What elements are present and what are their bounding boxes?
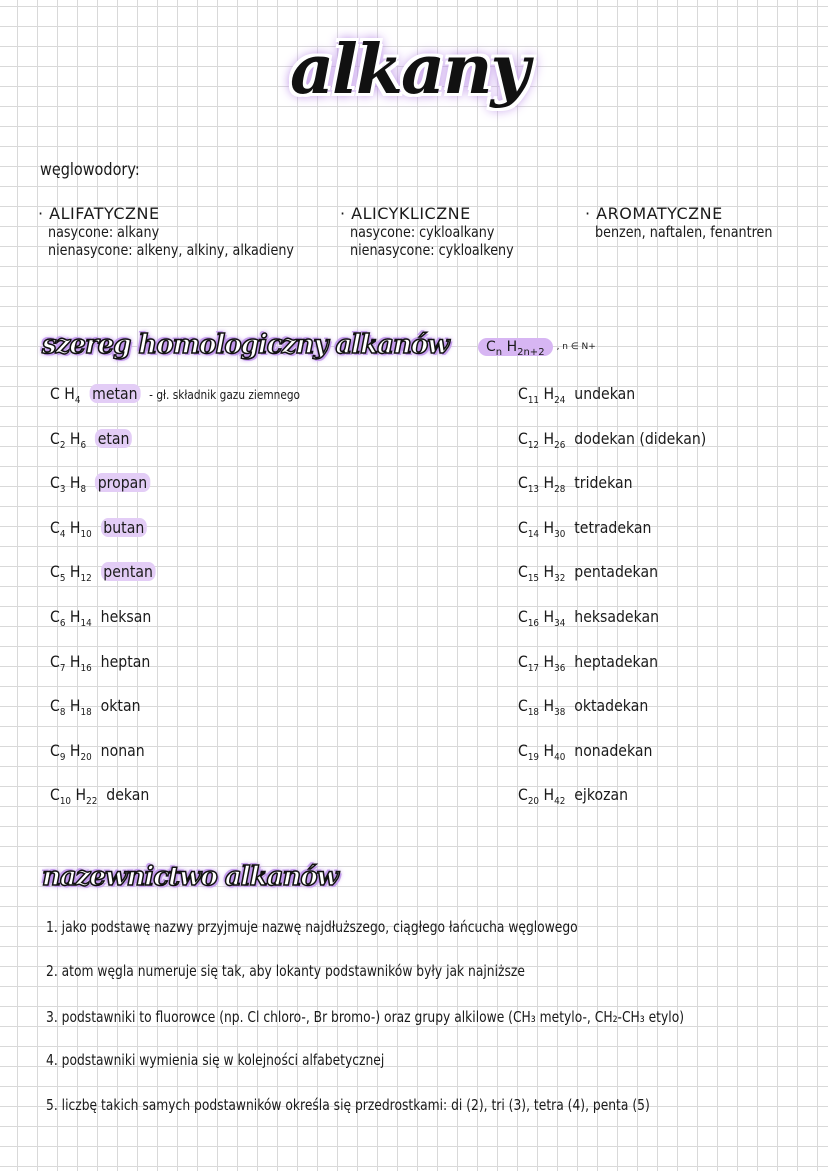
- alkane-row: [50, 562, 156, 585]
- column-line: nasycone: cykloalkany: [350, 223, 495, 241]
- formula: $C_{10}$ $H_{22}$: [50, 785, 98, 808]
- column-line: nienasycone: alkeny, alkiny, alkadieny: [48, 241, 294, 259]
- alkane-row: [50, 473, 150, 496]
- alkane-name: tridekan: [574, 473, 633, 493]
- alkane-name: propan: [95, 473, 150, 492]
- naming-rule: 1. jako podstawę nazwy przyjmuje nazwę najdłuższego, ciągłego łańcucha węglowego: [46, 918, 578, 936]
- alkane-name: heksan: [100, 607, 152, 626]
- formula: $C_8$ $H_{18}$: [50, 696, 92, 719]
- formula: $C_{20}$ $H_{42}$: [518, 785, 566, 808]
- alkane-row: [50, 607, 152, 630]
- alkane-name: tetradekan: [574, 517, 652, 537]
- alkane-name: pentan: [101, 562, 156, 581]
- column-heading: · ALIFATYCZNE: [38, 204, 160, 223]
- alkane-name: heptadekan: [574, 651, 659, 671]
- alkane-row: [50, 785, 150, 808]
- alkane-name: dodekan (didekan): [574, 428, 707, 448]
- general-formula-group: [478, 338, 596, 356]
- alkane-name: heptan: [100, 651, 151, 671]
- formula: $C_3$ $H_8$: [50, 473, 87, 496]
- alkane-row: [518, 652, 658, 672]
- alkane-row: [518, 518, 651, 538]
- alkane-name: nonan: [100, 740, 145, 760]
- alkane-row: [518, 562, 659, 585]
- formula: $C_2$ $H_6$: [50, 428, 87, 451]
- alkane-row: [518, 473, 633, 496]
- alkane-row: [518, 429, 706, 449]
- formula: $C_6$ $H_{14}$: [50, 607, 92, 630]
- alkane-row: [518, 785, 629, 808]
- alkane-row: [518, 384, 636, 407]
- alkane-row: [518, 696, 649, 719]
- alkane-name: metan: [89, 384, 140, 403]
- column-heading: · ALICYKLICZNE: [340, 204, 471, 223]
- column-line: nienasycone: cykloalkeny: [350, 241, 514, 259]
- alkane-row: [50, 384, 300, 405]
- naming-rule: 5. liczbę takich samych podstawników określa się przedrostkami: di (2), tri (3), tetra (4), penta (5): [46, 1096, 650, 1114]
- alkane-name: heksadekan: [574, 607, 660, 626]
- alkane-row: [50, 741, 145, 761]
- naming-rule: 3. podstawniki to fluorowce (np. Cl chloro-, Br bromo-) oraz grupy alkilowe (CH₃ metylo-, CH₂-CH₃ etylo): [46, 1008, 685, 1026]
- alkane-row: [518, 607, 660, 630]
- formula: $C_{16}$ $H_{34}$: [518, 607, 566, 630]
- formula: C $H_4$: [50, 384, 81, 407]
- alkane-name: nonadekan: [574, 740, 653, 760]
- alkane-row: [50, 429, 132, 449]
- formula: $C_{15}$ $H_{32}$: [518, 562, 566, 585]
- column-line: benzen, naftalen, fenantren: [595, 223, 773, 241]
- formula: $C_{11}$ $H_{24}$: [518, 384, 566, 407]
- formula: $C_{13}$ $H_{28}$: [518, 473, 566, 496]
- alkane-name: ejkozan: [574, 785, 629, 805]
- formula: $C_9$ $H_{20}$: [50, 740, 92, 763]
- naming-rule: 2. atom węgla numeruje się tak, aby lokanty podstawników były jak najniższe: [46, 962, 525, 980]
- column-line: nasycone: alkany: [48, 223, 160, 241]
- page-title: alkany: [290, 30, 529, 110]
- alkane-name: etan: [95, 429, 132, 448]
- alkane-name: pentadekan: [574, 562, 659, 582]
- alkane-row: [50, 518, 147, 538]
- alkane-name: oktan: [100, 696, 141, 716]
- formula: $C_{12}$ $H_{26}$: [518, 428, 566, 451]
- formula: $C_{17}$ $H_{36}$: [518, 651, 566, 674]
- series-heading: szereg homologiczny alkanów: [42, 330, 449, 360]
- formula: $C_5$ $H_{12}$: [50, 562, 92, 585]
- column-heading: · AROMATYCZNE: [585, 204, 723, 223]
- alkane-row: [518, 741, 652, 761]
- formula-condition: , n ∈ N+: [556, 342, 596, 352]
- intro-column-aromatic: [585, 204, 804, 241]
- alkane-row: [50, 696, 141, 719]
- naming-heading: nazewnictwo alkanów: [42, 862, 339, 892]
- naming-rule: 4. podstawniki wymienia się w kolejności alfabetycznej: [46, 1051, 385, 1069]
- alkane-name: oktadekan: [574, 696, 649, 716]
- alkane-name: butan: [101, 518, 147, 537]
- general-formula: $C_n$ $H_{2n+2}$: [478, 338, 553, 356]
- formula: $C_7$ $H_{16}$: [50, 651, 92, 674]
- formula: $C_{19}$ $H_{40}$: [518, 740, 566, 763]
- formula: $C_{18}$ $H_{38}$: [518, 696, 566, 719]
- intro-column-aliphatic: [38, 204, 337, 259]
- formula: $C_{14}$ $H_{30}$: [518, 517, 566, 540]
- methane-note: - gł. składnik gazu ziemnego: [149, 388, 301, 402]
- alkane-name: dekan: [106, 785, 150, 805]
- alkane-row: [50, 652, 150, 672]
- intro-column-alicyclic: [340, 204, 543, 259]
- alkane-name: undekan: [574, 384, 636, 403]
- intro-label: węglowodory:: [40, 160, 140, 180]
- formula: $C_4$ $H_{10}$: [50, 517, 92, 540]
